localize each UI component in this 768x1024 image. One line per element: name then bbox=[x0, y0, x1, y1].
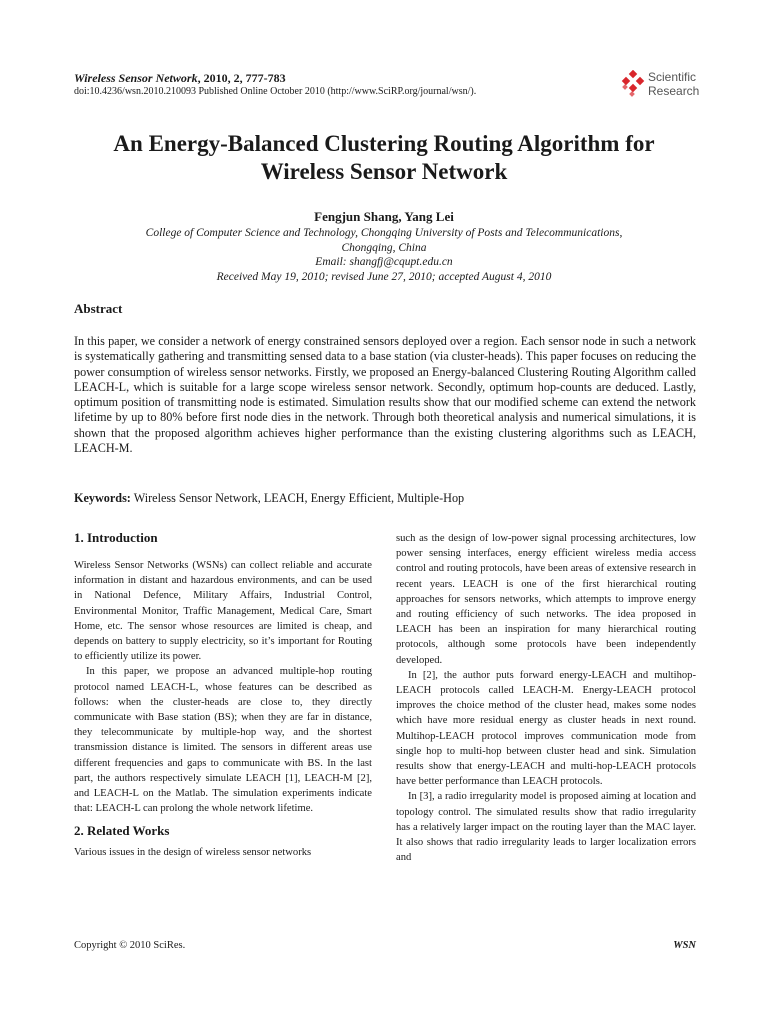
volume-info: , 2010, 2, 777-783 bbox=[197, 71, 286, 85]
keywords-line bbox=[74, 491, 696, 506]
keywords-text: Wireless Sensor Network, LEACH, Energy Efficient, Multiple-Hop bbox=[130, 491, 465, 505]
affiliation-line-1: College of Computer Science and Technology, Chongqing University of Posts and Telecommunications, bbox=[145, 227, 623, 239]
logo-line-1: Scientific bbox=[648, 70, 697, 84]
journal-abbrev-footer: WSN bbox=[673, 940, 696, 951]
doi-line: doi:10.4236/wsn.2010.210093 Published Online October 2010 (http://www.SciRP.org/journal/wsn/). bbox=[74, 86, 477, 97]
title-line-2: Wireless Sensor Network bbox=[260, 159, 508, 184]
right-column bbox=[396, 531, 696, 865]
affiliation-line-2: Chongqing, China bbox=[341, 241, 427, 254]
affiliation-block bbox=[60, 226, 708, 284]
journal-name: Wireless Sensor Network bbox=[74, 71, 198, 85]
introduction-heading: 1. Introduction bbox=[74, 530, 158, 545]
keywords-label: Keywords: bbox=[74, 491, 131, 505]
author-email: Email: shangfj@cqupt.edu.cn bbox=[315, 256, 453, 268]
scientific-research-logo bbox=[620, 70, 700, 100]
authors: Fengjun Shang, Yang Lei bbox=[314, 209, 454, 224]
logo-line-2: Research bbox=[648, 84, 700, 98]
right-paragraph-1: such as the design of low-power signal processing architectures, low power sensing interfaces, energy efficient wireless media access control and routing protocols, have been areas of extensive research in recent years. LEACH is one of the first hierarchical routing approaches for sensors networks, which attempts to improve energy and routing efficiency of such networks. The idea proposed in LEACH has been an inspiration for many hierarchical routing protocols, although some protocols have been independently developed. bbox=[396, 533, 696, 666]
copyright-footer: Copyright © 2010 SciRes. bbox=[74, 940, 186, 951]
received-dates: Received May 19, 2010; revised June 27, 2010; accepted August 4, 2010 bbox=[216, 270, 552, 283]
left-column bbox=[74, 530, 372, 860]
introduction-paragraph-1: Wireless Sensor Networks (WSNs) can collect reliable and accurate information in distant and hazardous environments, and can be used in National Defence, Military Affairs, Industrial Control, Environmental Monitor, Traffic Management, Medical Care, Smart Home, etc. The sensor whose resources are limited is cheap, and depends on battery to supply electricity, so it’s important for Routing to efficiently utilize its power. bbox=[74, 560, 372, 663]
abstract-heading: Abstract bbox=[74, 301, 123, 316]
title-line-1: An Energy-Balanced Clustering Routing Algorithm for bbox=[113, 131, 655, 156]
abstract-text: In this paper, we consider a network of energy constrained sensors deployed over a region. Each sensor node in such a network is systematically gathering and transmitting sensed data to a base station (via cluster-heads). This paper focuses on reducing the power consumption of wireless sensor networks. Firstly, we proposed an Energy-balanced Clustering Routing Algorithm called LEACH-L, which is suitable for a large scope wireless sensor network. Secondly, optimum hop-counts are deduced. Lastly, optimum position of transmitting node is estimated. Simulation results show that our modified scheme can extend the network lifetime by up to 80% before first node dies in the network. Through both theoretical analysis and numerical simulations, it is shown that the proposed algorithm achieves higher performance than the existing clustering algorithms such as LEACH, LEACH-M. bbox=[74, 334, 696, 456]
right-paragraph-3: In [3], a radio irregularity model is proposed aiming at location and topology control. The simulated results show that radio irregularity has a relatively larger impact on the routing layer than the MAC layer. It also shows that radio irregularity leads to larger localization errors and bbox=[396, 791, 696, 864]
journal-citation bbox=[74, 71, 286, 86]
scirp-logo-icon bbox=[620, 70, 646, 98]
related-works-heading: 2. Related Works bbox=[74, 823, 170, 839]
introduction-paragraph-2: In this paper, we propose an advanced multiple-hop routing protocol named LEACH-L, whose features can be described as follows: when the cluster-heads are close to, they directly communicate with Base station (BS); when they are far in distance, they telecommunicate by multiple-hop way, and the shortest transmission distance is limited. The sensors in different areas use different frequencies and gaps to communicate with BS. In the last part, the authors respectively simulate LEACH [1], LEACH-M [2], and LEACH-L on the Matlab. The simulation experiments indicate that: LEACH-L can prolong the whole network lifetime. bbox=[74, 666, 372, 815]
right-paragraph-2: In [2], the author puts forward energy-LEACH and multihop-LEACH protocols called LEACH-M. Energy-LEACH protocol improves the choice method of the cluster head, makes some nodes which have more residual energy as cluster heads in next round. Multihop-LEACH protocol improves communication mode from single hop to multi-hop between cluster head and sink. Simulation results show that energy-LEACH and multi-hop-LEACH protocols have better performance than LEACH protocols. bbox=[396, 669, 696, 788]
paper-title bbox=[60, 130, 708, 186]
related-works-paragraph-1: Various issues in the design of wireless sensor networks bbox=[74, 846, 312, 858]
